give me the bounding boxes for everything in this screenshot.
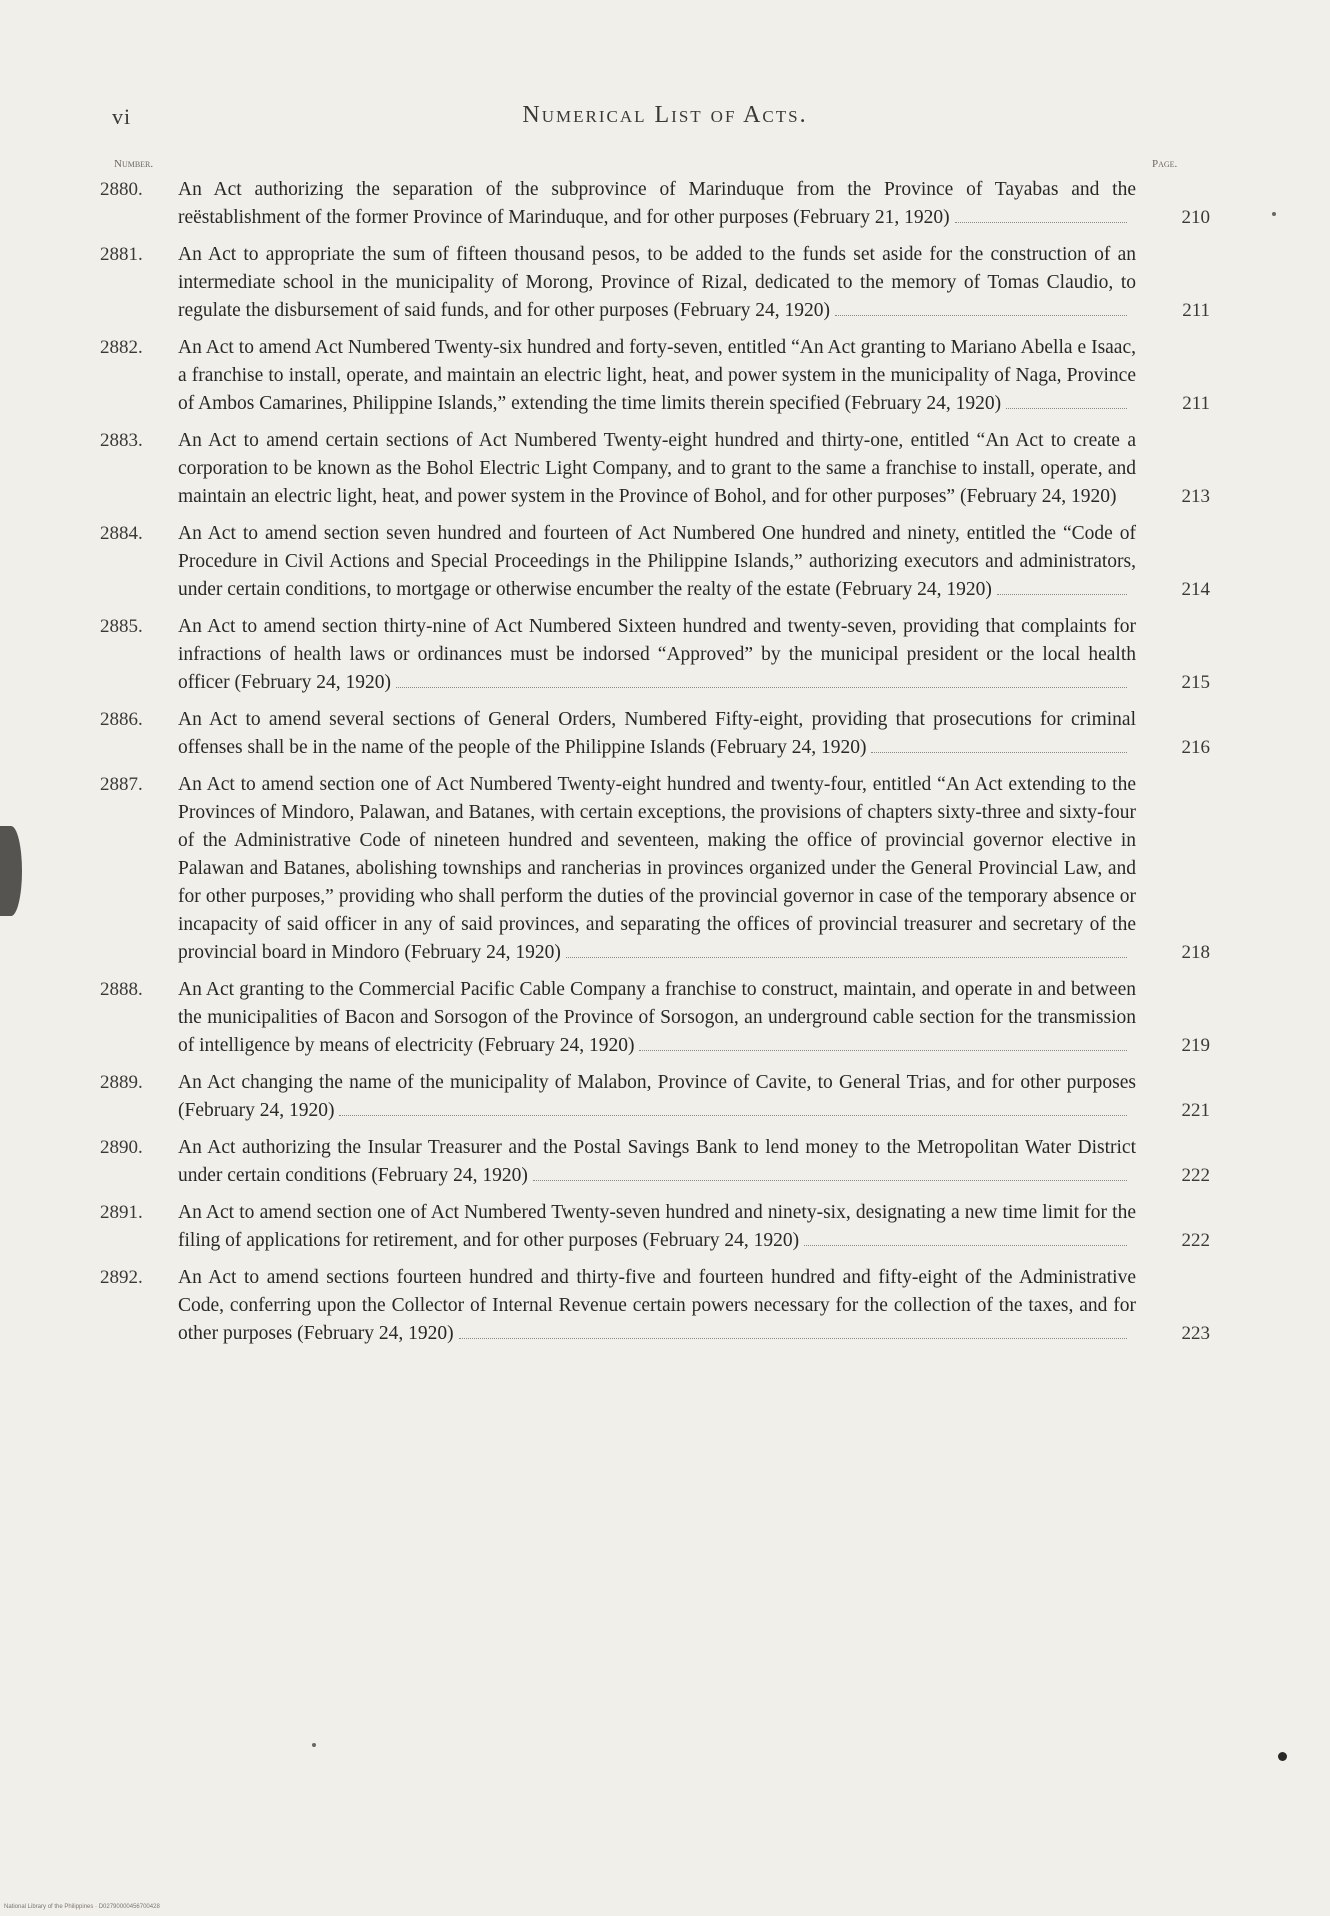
act-entry (100, 706, 1210, 762)
act-page-number: 210 (1181, 207, 1210, 228)
act-page-number: 219 (1181, 1035, 1210, 1056)
act-title (178, 1199, 1136, 1255)
dot-leader (396, 687, 1127, 688)
act-title (178, 1264, 1136, 1348)
act-entry (100, 176, 1210, 232)
act-title (178, 1069, 1136, 1125)
number-column-label: Number. (114, 158, 154, 170)
act-page-number: 214 (1181, 579, 1210, 600)
act-page-number: 223 (1181, 1323, 1210, 1344)
dot-leader (566, 957, 1127, 958)
act-number: 2881. (100, 244, 143, 265)
act-page-number: 221 (1181, 1100, 1210, 1121)
act-number: 2887. (100, 774, 143, 795)
dot-leader (997, 594, 1127, 595)
act-title (178, 976, 1136, 1060)
act-page-number: 216 (1181, 737, 1210, 758)
dot-leader (1006, 408, 1127, 409)
act-title-text: An Act to amend sections fourteen hundred and thirty-five and fourteen hundred and fifty-eight of the Administrative Code, conferring upon the Collector of Internal Revenue certain powers necessary for the collection of the taxes, and for other purposes (February 24, 1920) (178, 1267, 1136, 1344)
act-title-text: An Act to amend section one of Act Numbered Twenty-eight hundred and twenty-four, entitled “An Act extending to the Provinces of Mindoro, Palawan, and Batanes, with certain exceptions, the provisions of chapters sixty-three and sixty-four of the Administrative Code of nineteen hundred and seventeen, making the office of provincial governor elective in Palawan and Batanes, abolishing townships and rancherias in provinces organized under the General Provincial Law, and for other purposes,” providing who shall perform the duties of the provincial governor in case of the temporary absence or incapacity of said officer in any of said provinces, and separating the offices of provincial treasurer and secretary of the provincial board in Mindoro (February 24, 1920) (178, 774, 1136, 963)
act-title-text: An Act authorizing the Insular Treasurer and the Postal Savings Bank to lend money to the Metropolitan Water District under certain conditions (February 24, 1920) (178, 1137, 1136, 1186)
act-title-text: An Act to amend Act Numbered Twenty-six hundred and forty-seven, entitled “An Act granting to Mariano Abella e Isaac, a franchise to install, operate, and maintain an electric light, heat, and power system in the municipality of Naga, Province of Ambos Camarines, Philippine Islands,” extending the time limits therein specified (February 24, 1920) (178, 337, 1136, 414)
dot-leader (459, 1338, 1127, 1339)
act-title-text: An Act changing the name of the municipality of Malabon, Province of Cavite, to General Trias, and for other purposes (February 24, 1920) (178, 1072, 1136, 1121)
act-number: 2885. (100, 616, 143, 637)
act-title (178, 241, 1136, 325)
act-page-number: 222 (1181, 1165, 1210, 1186)
scan-footer-note: National Library of the Philippines · D02790000456700428 (4, 1904, 160, 1910)
dot-leader (955, 222, 1127, 223)
act-number: 2886. (100, 709, 143, 730)
act-page-number: 218 (1181, 942, 1210, 963)
scan-smudge-left (0, 826, 22, 916)
act-entry (100, 771, 1210, 967)
act-entry (100, 976, 1210, 1060)
act-entry (100, 613, 1210, 697)
act-title-text: An Act to amend certain sections of Act Numbered Twenty-eight hundred and thirty-one, entitled “An Act to create a corporation to be known as the Bohol Electric Light Company, and to grant to the same a franchise to install, operate, and maintain an electric light, heat, and power system in the Province of Bohol, and for other purposes” (February 24, 1920) (178, 430, 1136, 507)
scan-dot-right-bottom (1278, 1752, 1287, 1761)
act-entry (100, 427, 1210, 511)
act-page-number: 213 (1181, 486, 1210, 507)
dot-leader (339, 1115, 1126, 1116)
act-entry (100, 1134, 1210, 1190)
act-page-number: 211 (1182, 300, 1210, 321)
act-number: 2882. (100, 337, 143, 358)
act-title-text: An Act to amend section one of Act Numbered Twenty-seven hundred and ninety-six, designating a new time limit for the filing of applications for retirement, and for other purposes (February 24, 1920) (178, 1202, 1136, 1251)
act-number: 2883. (100, 430, 143, 451)
page-column-label: Page. (1152, 158, 1178, 170)
act-title-text: An Act to amend section thirty-nine of Act Numbered Sixteen hundred and twenty-seven, providing that complaints for infractions of health laws or ordinances must be indorsed “Approved” by the municipal president or the local health officer (February 24, 1920) (178, 616, 1136, 693)
act-entry (100, 1199, 1210, 1255)
act-title (178, 427, 1136, 511)
act-title-text: An Act to amend several sections of General Orders, Numbered Fifty-eight, providing that prosecutions for criminal offenses shall be in the name of the people of the Philippine Islands (February 24, 1920) (178, 709, 1136, 758)
act-title (178, 334, 1136, 418)
act-title (178, 1134, 1136, 1190)
act-title (178, 706, 1136, 762)
act-entry (100, 241, 1210, 325)
act-entry (100, 520, 1210, 604)
dot-leader (871, 752, 1127, 753)
act-page-number: 211 (1182, 393, 1210, 414)
act-title-text: An Act authorizing the separation of the subprovince of Marinduque from the Province of Tayabas and the reëstablishment of the former Province of Marinduque, and for other purposes (February 21, 1920) (178, 179, 1136, 228)
dot-leader (835, 315, 1127, 316)
act-entry (100, 334, 1210, 418)
dot-leader (639, 1050, 1127, 1051)
dot-leader (804, 1245, 1127, 1246)
scan-dot-bottom-center (312, 1743, 316, 1747)
act-title (178, 520, 1136, 604)
dot-leader (533, 1180, 1127, 1181)
page-number: vi (112, 104, 132, 129)
act-title-text: An Act to appropriate the sum of fifteen thousand pesos, to be added to the funds set aside for the construction of an intermediate school in the municipality of Morong, Province of Rizal, dedicated to the memory of Tomas Claudio, to regulate the disbursement of said funds, and for other purposes (February 24, 1920) (178, 244, 1136, 321)
act-title-text: An Act granting to the Commercial Pacific Cable Company a franchise to construct, maintain, and operate in and between the municipalities of Bacon and Sorsogon of the Province of Sorsogon, an underground cable section for the transmission of intelligence by means of electricity (February 24, 1920) (178, 979, 1136, 1056)
act-title (178, 176, 1136, 232)
act-number: 2892. (100, 1267, 143, 1288)
act-page-number: 222 (1181, 1230, 1210, 1251)
act-number: 2891. (100, 1202, 143, 1223)
act-title-text: An Act to amend section seven hundred and fourteen of Act Numbered One hundred and ninety, entitled the “Code of Procedure in Civil Actions and Special Proceedings in the Philippine Islands,” authorizing executors and administrators, under certain conditions, to mortgage or otherwise encumber the realty of the estate (February 24, 1920) (178, 523, 1136, 600)
act-entry (100, 1264, 1210, 1348)
act-number: 2890. (100, 1137, 143, 1158)
act-entry (100, 1069, 1210, 1125)
act-number: 2889. (100, 1072, 143, 1093)
acts-list (100, 176, 1210, 1357)
act-title (178, 613, 1136, 697)
act-page-number: 215 (1181, 672, 1210, 693)
act-number: 2880. (100, 179, 143, 200)
act-number: 2884. (100, 523, 143, 544)
act-title (178, 771, 1136, 967)
running-title: Numerical List of Acts. (522, 102, 808, 128)
act-number: 2888. (100, 979, 143, 1000)
scan-dot-right-top (1272, 212, 1276, 216)
